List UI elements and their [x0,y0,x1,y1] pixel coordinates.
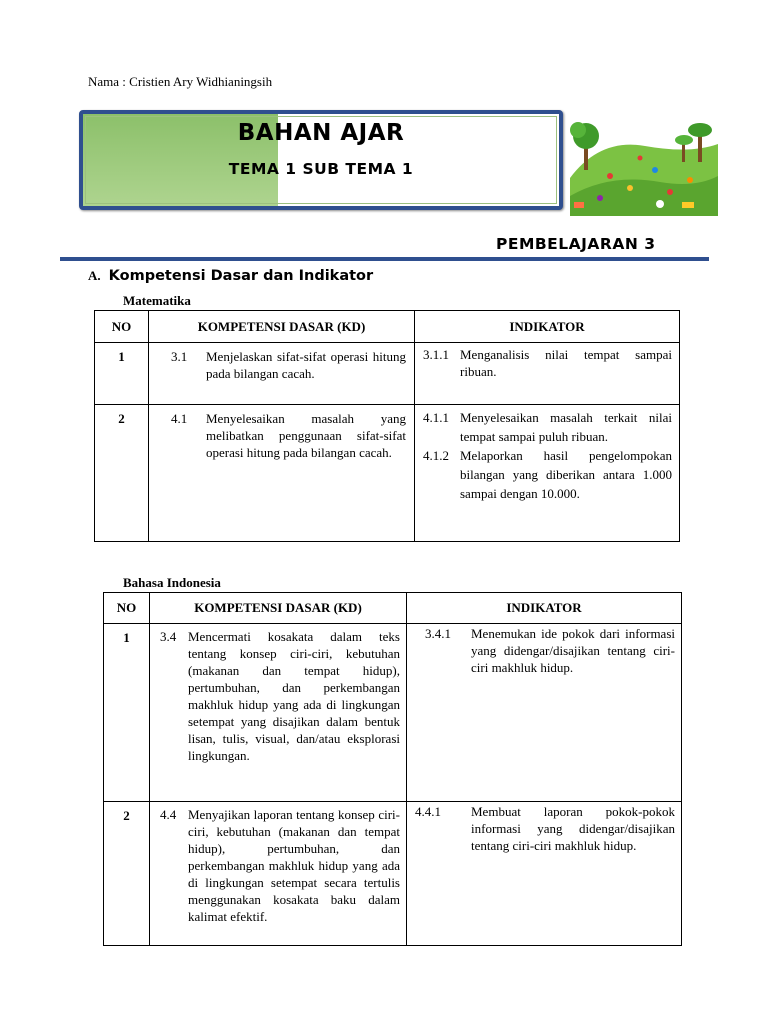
indikator-cell [415,343,680,405]
header-no: NO [104,593,150,624]
header-indikator: INDIKATOR [415,311,680,343]
kd-text: Menyelesaikan masalah yang melibatkan penggunaan sifat-sifat operasi hitung pada bilangan cacah. [206,411,406,460]
section-title: Kompetensi Dasar dan Indikator [108,268,374,284]
indikator-text: Menemukan ide pokok dari informasi yang didengar/disajikan tentang ciri-ciri makhluk hidup. [471,626,675,675]
row-number: 1 [95,343,149,405]
table-row [95,405,680,542]
table-header-row [104,593,682,624]
student-name: Nama : Cristien Ary Widhianingsih [88,74,273,89]
indikator-text: Menyelesaikan masalah terkait nilai tempat sampai puluh ribuan. [460,410,672,444]
children-playing-illustration [570,118,718,216]
indikator-cell [415,405,680,542]
table-header-row [95,311,680,343]
kd-cell [150,624,407,802]
page-subtitle: TEMA 1 SUB TEMA 1 [228,160,414,178]
header-indikator: INDIKATOR [407,593,682,624]
indikator-cell [407,624,682,802]
math-table [94,310,680,542]
indikator-number: 4.1.2 [423,448,449,463]
kd-cell [149,343,415,405]
row-number: 1 [104,624,150,802]
bahasa-table [103,592,682,946]
kd-text: Mencermati kosakata dalam teks tentang konsep ciri-ciri, kebutuhan (makanan dan tempat hidup), pertumbuhan, dan perkembangan makhluk hidup yang ada di lingkungan setempat yang disajikan dalam bentuk lisan, tulis, visual, dan/atau eksplorasi lingkungan. [188,629,400,763]
kd-number: 3.4 [160,629,177,644]
table-row [104,802,682,946]
header-kd: KOMPETENSI DASAR (KD) [150,593,407,624]
header-no: NO [95,311,149,343]
indikator-number: 4.1.1 [423,410,449,425]
table-row [95,343,680,405]
math-subject-label: Matematika [123,293,191,308]
indikator-text: Melaporkan hasil pengelompokan bilangan yang diberikan antara 1.000 sampai dengan 10.000. [460,448,672,501]
section-heading [88,267,373,285]
row-number: 2 [95,405,149,542]
heading-divider [60,257,709,261]
kd-number: 4.1 [171,411,188,426]
lesson-heading: PEMBELAJARAN 3 [496,235,656,253]
table-row [104,624,682,802]
kd-cell [150,802,407,946]
kd-number: 3.1 [171,349,188,364]
section-letter: A. [88,268,101,283]
indikator-number: 3.4.1 [425,626,451,641]
kd-number: 4.4 [160,807,177,822]
title-banner [79,110,563,210]
header-kd: KOMPETENSI DASAR (KD) [149,311,415,343]
row-number: 2 [104,802,150,946]
indikator-cell [407,802,682,946]
indikator-text: Membuat laporan pokok-pokok informasi yang didengar/disajikan tentang ciri-ciri makhluk hidup. [471,804,675,853]
indikator-number: 3.1.1 [423,347,449,362]
indikator-number: 4.4.1 [415,804,441,819]
bahasa-subject-label: Bahasa Indonesia [123,575,221,590]
indikator-text: Menganalisis nilai tempat sampai ribuan. [460,347,672,379]
page-title: BAHAN AJAR [237,120,405,146]
kd-text: Menyajikan laporan tentang konsep ciri-ciri, kebutuhan (makanan dan tempat hidup), pertumbuhan, dan perkembangan makhluk hidup yang ada di lingkungan setempat secara tertulis menggunakan kosakata baku dalam kalimat efektif. [188,807,400,924]
kd-text: Menjelaskan sifat-sifat operasi hitung pada bilangan cacah. [206,349,406,381]
kd-cell [149,405,415,542]
